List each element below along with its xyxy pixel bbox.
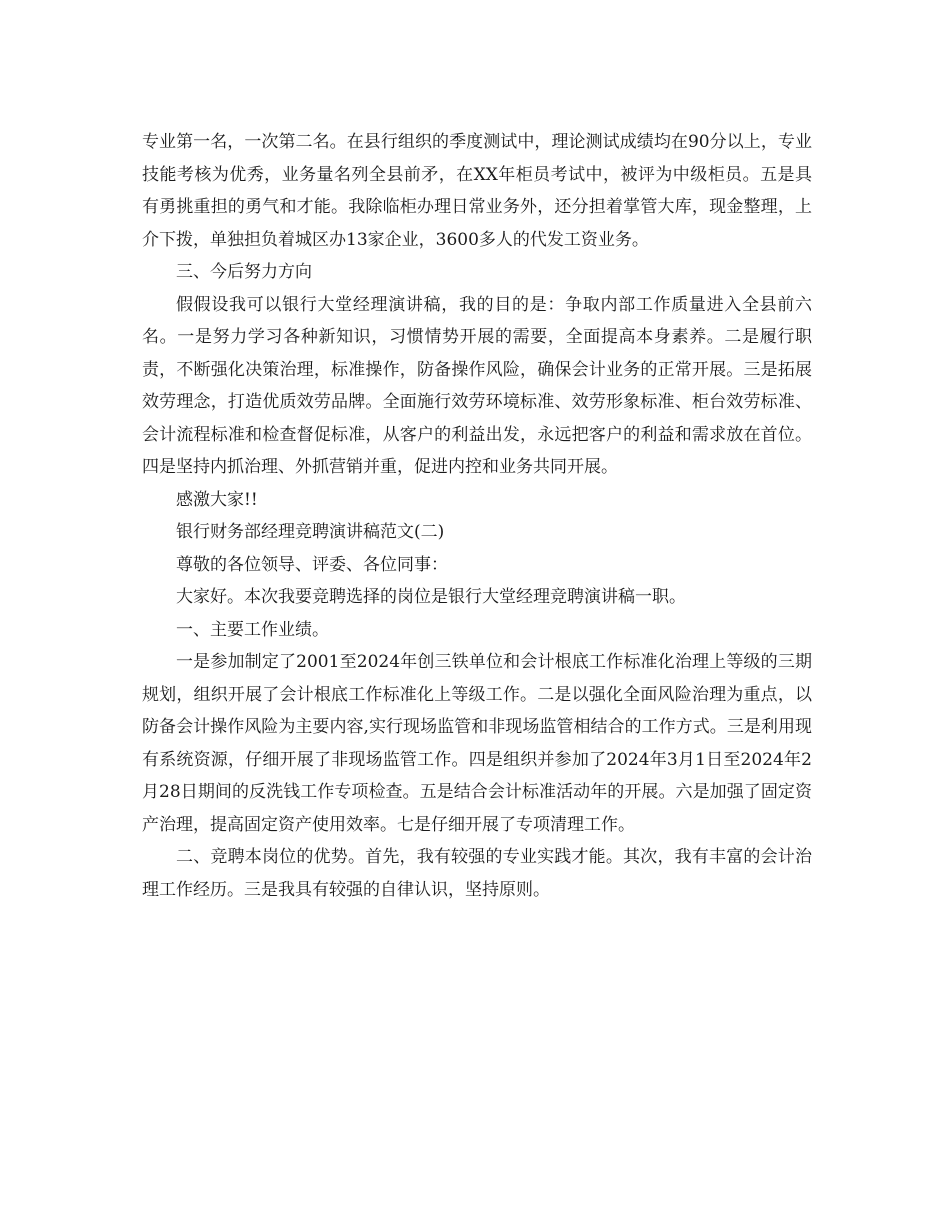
paragraph-achievements-list: 一是参加制定了2001至2024年创三铁单位和会计根底工作标准化治理上等级的三期规划，组织开展了会计根底工作标准化上等级工作。二是以强化全面风险治理为重点，以防备会计操作风险为主要内容,实行现场监管和非现场监管相结合的工作方式。三是利用现有系统资源，仔细开展了非现场监管工作。四是组织并参加了2024年3月1日至2024年2月28日期间的反洗钱工作专项检查。五是结合会计标准活动年的开展。六是加强了固定资产治理，提高固定资产使用效率。七是仔细开展了专项清理工作。 bbox=[142, 652, 812, 835]
speech-title-two: 银行财务部经理竞聘演讲稿范文(二) bbox=[176, 522, 445, 542]
section-heading-main-achievements: 一、主要工作业绩。 bbox=[176, 619, 329, 640]
document-body bbox=[142, 126, 812, 906]
paragraph-greeting: 大家好。本次我要竞聘选择的岗位是银行大堂经理竞聘演讲稿一职。 bbox=[176, 587, 686, 607]
paragraph-continued-achievements: 专业第一名，一次第二名。在县行组织的季度测试中，理论测试成绩均在90分以上，专业技能考核为优秀，业务量名列全县前矛，在XX年柜员考试中，被评为中级柜员。五是具有勇挑重担的勇气和才能。我除临柜办理日常业务外，还分担着掌管大库，现金整理，上介下拨，单独担负着城区办13家企业，3600多人的代发工资业务。 bbox=[142, 132, 812, 250]
section-heading-future-direction: 三、今后努力方向 bbox=[176, 262, 312, 282]
paragraph-advantages: 二、竞聘本岗位的优势。首先，我有较强的专业实践才能。其次，我有丰富的会计治理工作经历。三是我具有较强的自律认识，坚持原则。 bbox=[142, 847, 812, 900]
salutation: 尊敬的各位领导、评委、各位同事： bbox=[176, 554, 448, 575]
paragraph-thanks: 感激大家!! bbox=[176, 489, 258, 510]
paragraph-future-goals: 假假设我可以银行大堂经理演讲稿，我的目的是：争取内部工作质量进入全县前六名。一是努力学习各种新知识，习惯情势开展的需要，全面提高本身素养。二是履行职责，不断强化决策治理，标准操作，防备操作风险，确保会计业务的正常开展。三是拓展效劳理念，打造优质效劳品牌。全面施行效劳环境标准、效劳形象标准、柜台效劳标准、会计流程标准和检查督促标准，从客户的利益出发，永远把客户的利益和需求放在首位。四是坚持内抓治理、外抓营销并重，促进内控和业务共同开展。 bbox=[142, 294, 812, 477]
